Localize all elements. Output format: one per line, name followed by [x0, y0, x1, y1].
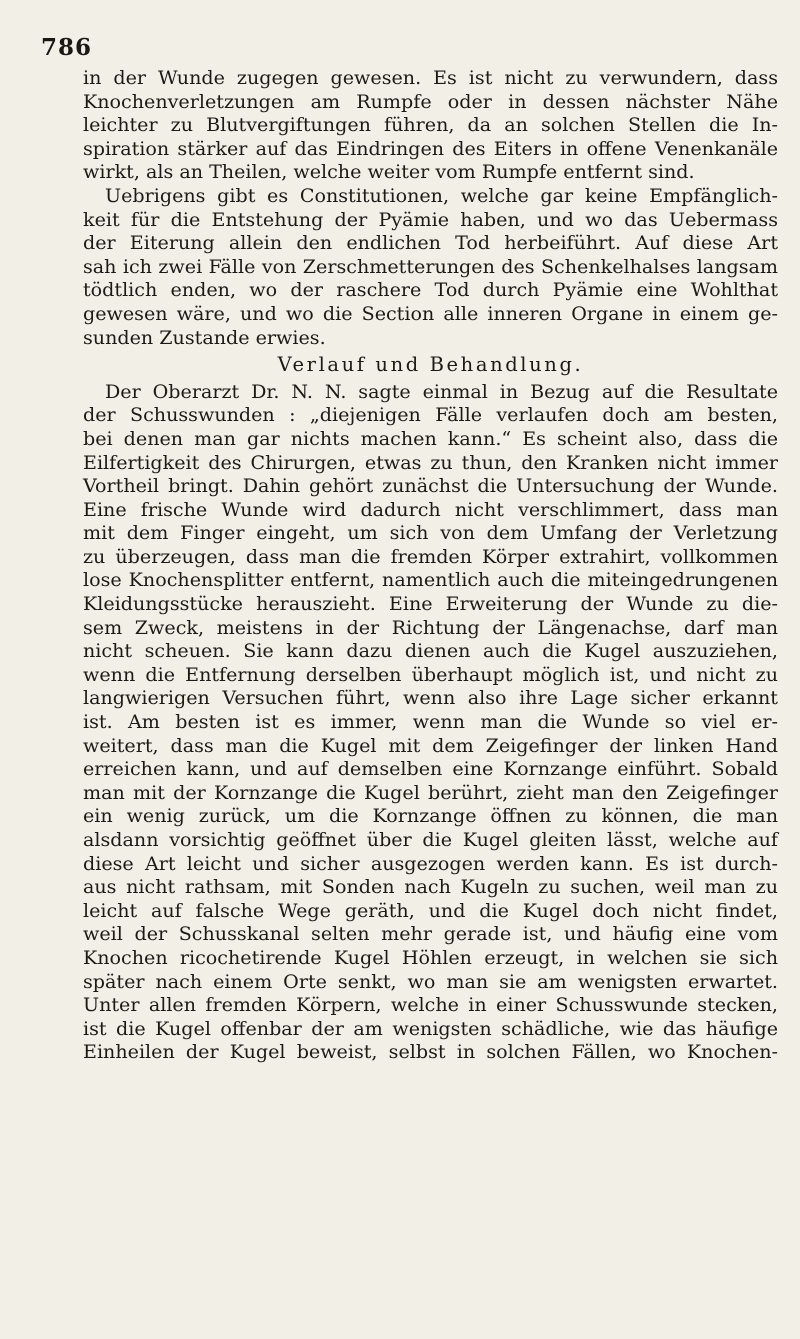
text-line: Einheilen der Kugel beweist, selbst in solchen Fällen, wo Knochen- — [83, 1040, 778, 1064]
text-line: in der Wunde zugegen gewesen. Es ist nicht zu verwundern, dass — [83, 66, 778, 89]
text-line: bei denen man gar nichts machen kann.“ Es scheint also, dass die — [83, 426, 778, 450]
text-line: Der Oberarzt Dr. N. N. sagte einmal in Bezug auf die Resultate — [105, 379, 778, 403]
text-line: zu überzeugen, dass man die fremden Körper extrahirt, vollkommen — [83, 544, 778, 568]
text-line: sunden Zustande erwies. — [83, 325, 326, 349]
text-line: Eilfertigkeit des Chirurgen, etwas zu thun, den Kranken nicht immer — [83, 450, 778, 474]
text-line: wirkt, als an Theilen, welche weiter vom Rumpfe entfernt sind. — [83, 160, 695, 184]
text-line: erreichen kann, und auf demselben eine Kornzange einführt. Sobald — [83, 757, 778, 781]
text-line: Eine frische Wunde wird dadurch nicht verschlimmert, dass man — [83, 497, 778, 521]
text-line: lose Knochensplitter entfernt, namentlich auch die miteingedrungenen — [83, 568, 778, 592]
text-line: aus nicht rathsam, mit Sonden nach Kugeln zu suchen, weil man zu — [83, 875, 778, 899]
text-line: ist die Kugel offenbar der am wenigsten schädliche, wie das häufige — [83, 1016, 778, 1040]
text-line: der Schusswunden : „diejenigen Fälle verlaufen doch am besten, — [83, 403, 778, 427]
text-line: mit dem Finger eingeht, um sich von dem Umfang der Verletzung — [83, 521, 778, 545]
paragraph-3 — [83, 380, 778, 1064]
text-line: ist. Am besten ist es immer, wenn man die Wunde so viel er- — [83, 710, 778, 734]
text-line: man mit der Kornzange die Kugel berührt, zieht man den Zeigefinger — [83, 780, 778, 804]
page-number: 786 — [41, 34, 93, 61]
text-line: nicht scheuen. Sie kann dazu dienen auch die Kugel auszuziehen, — [83, 639, 778, 663]
text-line: weil der Schusskanal selten mehr gerade ist, und häufig eine vom — [83, 922, 778, 946]
text-line: ein wenig zurück, um die Kornzange öffnen zu können, die man — [83, 804, 778, 828]
section-heading: Verlauf und Behandlung. — [277, 353, 584, 377]
text-line: leichter zu Blutvergiftungen führen, da an solchen Stellen die In- — [83, 113, 778, 137]
paragraph-2 — [83, 184, 778, 349]
text-line: langwierigen Versuchen führt, wenn also ihre Lage sicher erkannt — [83, 686, 778, 710]
text-line: Uebrigens gibt es Constitutionen, welche gar keine Empfänglich- — [105, 183, 778, 207]
text-line: Knochenverletzungen am Rumpfe oder in dessen nächster Nähe — [83, 89, 778, 113]
text-line: der Eiterung allein den endlichen Tod herbeiführt. Auf diese Art — [83, 231, 778, 255]
text-line: Kleidungsstücke herauszieht. Eine Erweiterung der Wunde zu die- — [83, 592, 778, 616]
text-line: diese Art leicht und sicher ausgezogen werden kann. Es ist durch- — [83, 851, 778, 875]
text-line: Knochen ricochetirende Kugel Höhlen erzeugt, in welchen sie sich — [83, 945, 778, 969]
text-line: leicht auf falsche Wege geräth, und die Kugel doch nicht findet, — [83, 898, 778, 922]
text-line: sah ich zwei Fälle von Zerschmetterungen des Schenkelhalses langsam — [83, 254, 778, 278]
text-line: keit für die Entstehung der Pyämie haben, und wo das Uebermass — [83, 207, 778, 231]
text-line: Vortheil bringt. Dahin gehört zunächst die Untersuchung der Wunde. — [83, 474, 778, 498]
text-line: später nach einem Orte senkt, wo man sie am wenigsten erwartet. — [83, 969, 778, 993]
text-line: wenn die Entfernung derselben überhaupt möglich ist, und nicht zu — [83, 662, 778, 686]
text-line: gewesen wäre, und wo die Section alle inneren Organe in einem ge- — [83, 301, 778, 325]
text-line: Unter allen fremden Körpern, welche in einer Schusswunde stecken, — [83, 993, 778, 1017]
text-line: weitert, dass man die Kugel mit dem Zeigefinger der linken Hand — [83, 733, 778, 757]
text-line: sem Zweck, meistens in der Richtung der Längenachse, darf man — [83, 615, 778, 639]
text-line: spiration stärker auf das Eindringen des Eiters in offene Venenkanäle — [83, 136, 778, 160]
text-line: alsdann vorsichtig geöffnet über die Kugel gleiten lässt, welche auf — [83, 828, 778, 851]
paragraph-1 — [83, 66, 778, 184]
text-line: tödtlich enden, wo der raschere Tod durch Pyämie eine Wohlthat — [83, 278, 778, 302]
